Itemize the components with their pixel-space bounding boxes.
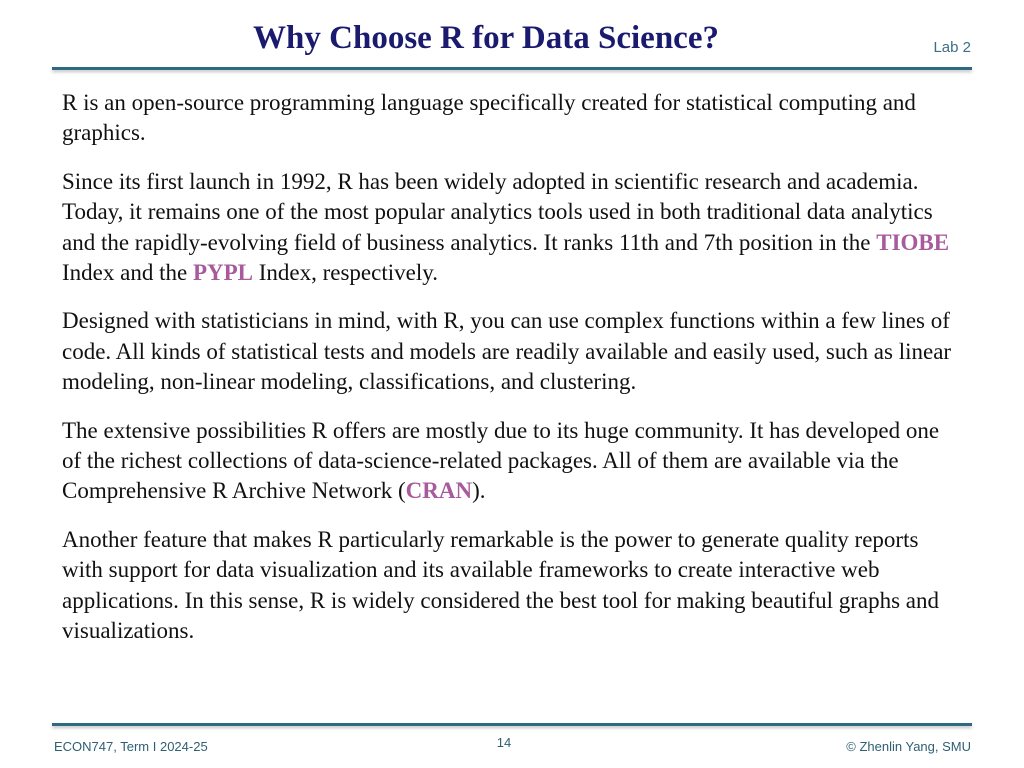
tiobe-link[interactable]: TIOBE [876, 229, 950, 255]
page-number: 14 [496, 735, 512, 750]
paragraph-adoption-text: Since its first launch in 1992, R has been widely adopted in scientific research and academia. Today, it remains one of the most popular analytics tools used in both traditional data analytics and the rapidly-evolving field of business analytics. It ranks 11th and 7th position in the [62, 168, 933, 255]
paragraph-community-text: The extensive possibilities R offers are mostly due to its huge community. It has developed one of the richest collections of data-science-related packages. All of them are available via the Comprehensive R Archive Network ( [62, 417, 940, 504]
footer-divider [52, 723, 972, 726]
paragraph-community-end: ). [472, 478, 486, 504]
lab-label: Lab 2 [933, 39, 971, 56]
paragraph-intro: R is an open-source programming language specifically created for statistical computing and graphics. [62, 90, 916, 146]
paragraph-community [62, 416, 952, 507]
slide-title: Why Choose R for Data Science? [253, 20, 719, 56]
footer-copyright: © Zhenlin Yang, SMU [846, 739, 971, 754]
paragraph-statisticians: Designed with statisticians in mind, with R, you can use complex functions within a few lines of code. All kinds of statistical tests and models are readily available and easily used, such as linear modeling, non-linear modeling, classifications, and clustering. [62, 308, 952, 395]
slide-body [62, 88, 952, 665]
paragraph-adoption-middle: Index and the [62, 260, 193, 286]
paragraph-reports: Another feature that makes R particularly remarkable is the power to generate quality reports with support for data visualization and its available frameworks to create interactive web applications. In this sense, R is widely considered the best tool for making beautiful graphs and visualizations. [62, 526, 940, 644]
paragraph-adoption [62, 167, 952, 289]
pypl-link[interactable]: PYPL [192, 260, 253, 286]
cran-link[interactable]: CRAN [405, 478, 473, 504]
footer-course: ECON747, Term I 2024-25 [54, 739, 208, 754]
header-divider [52, 67, 972, 70]
paragraph-adoption-end: Index, respectively. [253, 260, 438, 286]
